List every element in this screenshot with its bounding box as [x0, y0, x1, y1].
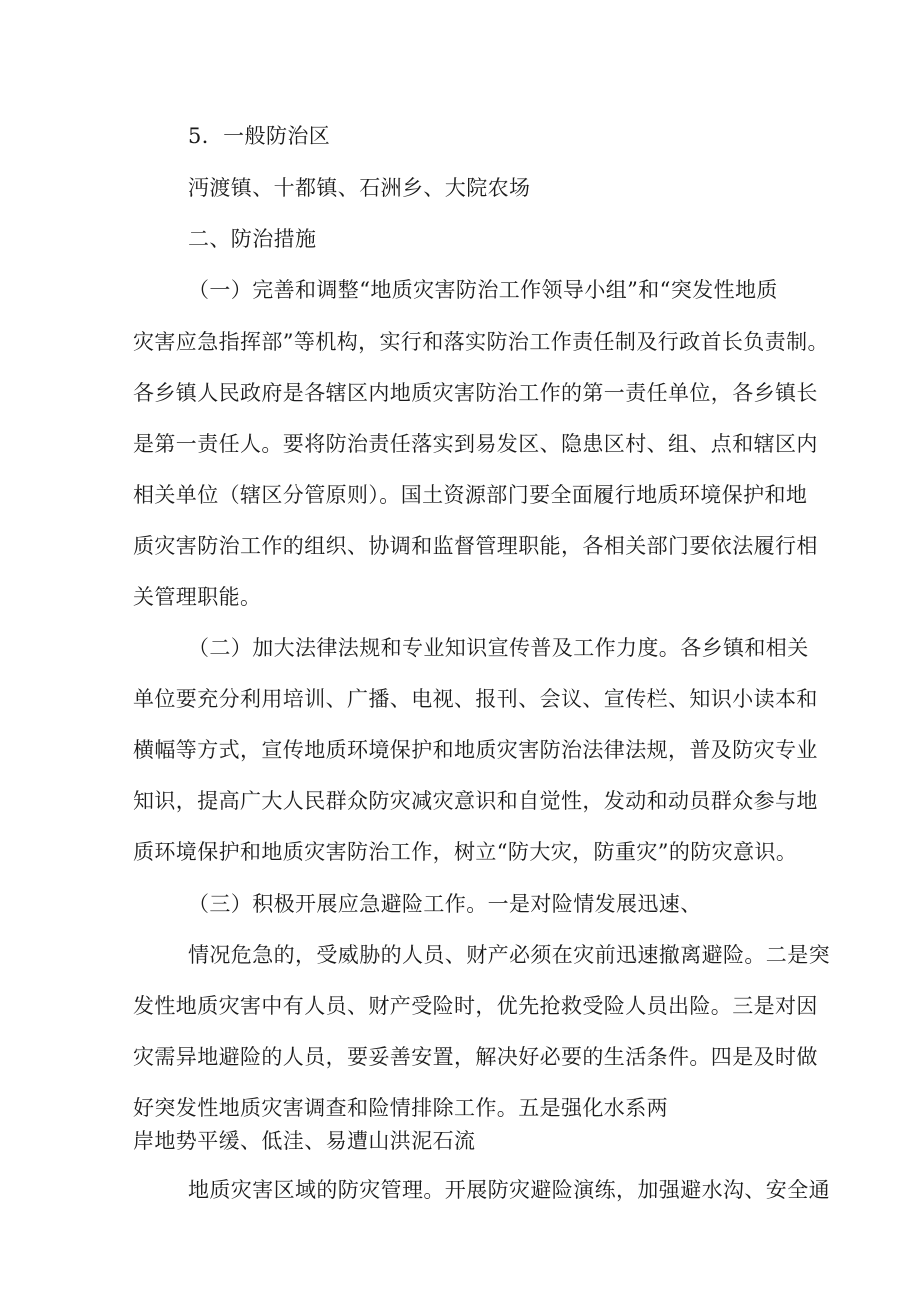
paragraph-2-line-4: 知识，提高广大人民群众防灾减灾意识和自觉性，发动和动员群众参与地 [133, 789, 818, 813]
paragraph-3-line-4: 灾需异地避险的人员，要妥善安置，解决好必要的生活条件。四是及时做 [133, 1045, 818, 1069]
paragraph-1-line-5: 相关单位（辖区分管原则）。国土资源部门要全面履行地质环境保护和地 [133, 483, 808, 507]
paragraph-3-line-2: 情况危急的，受威胁的人员、财产必须在灾前迅速撤离避险。二是突 [188, 943, 830, 967]
paragraph-1-line-3: 各乡镇人民政府是各辖区内地质灾害防治工作的第一责任单位，各乡镇长 [133, 381, 818, 405]
section-heading-2: 二、防治措施 [188, 227, 317, 251]
paragraph-1-line-7: 关管理职能。 [133, 585, 262, 609]
paragraph-2-line-1: （二）加大法律法规和专业知识宣传普及工作力度。各乡镇和相关 [188, 636, 809, 660]
paragraph-3-line-6: 岸地势平缓、低洼、易遭山洪泥石流 [133, 1129, 476, 1153]
paragraph-1-line-6: 质灾害防治工作的组织、协调和监督管理职能，各相关部门要依法履行相 [133, 534, 818, 558]
paragraph-1-line-1: （一）完善和调整“地质灾害防治工作领导小组”和“突发性地质 [188, 278, 778, 302]
paragraph-2-line-5: 质环境保护和地质灾害防治工作，树立“防大灾，防重灾”的防灾意识。 [133, 840, 798, 864]
paragraph-2-line-2: 单位要充分利用培训、广播、电视、报刊、会议、宣传栏、知识小读本和 [133, 687, 818, 711]
paragraph-3-line-1: （三）积极开展应急避险工作。一是对险情发展迅速、 [188, 892, 702, 916]
paragraph-3-line-3: 发性地质灾害中有人员、财产受险时，优先抢救受险人员出险。三是对因 [133, 994, 818, 1018]
section-heading-5: 5．一般防治区 [188, 124, 331, 148]
paragraph-1-line-4: 是第一责任人。要将防治责任落实到易发区、隐患区村、组、点和辖区内 [133, 432, 818, 456]
body-line: 沔渡镇、十都镇、石洲乡、大院农场 [188, 176, 531, 200]
paragraph-4-line-1: 地质灾害区域的防灾管理。开展防灾避险演练，加强避水沟、安全通 [188, 1178, 830, 1202]
paragraph-1-line-2: 灾害应急指挥部”等机构，实行和落实防治工作责任制及行政首长负责制。 [133, 330, 829, 354]
paragraph-2-line-3: 横幅等方式，宣传地质环境保护和地质灾害防治法律法规，普及防灾专业 [133, 738, 818, 762]
paragraph-3-line-5: 好突发性地质灾害调查和险情排除工作。五是强化水系两 [133, 1096, 668, 1120]
